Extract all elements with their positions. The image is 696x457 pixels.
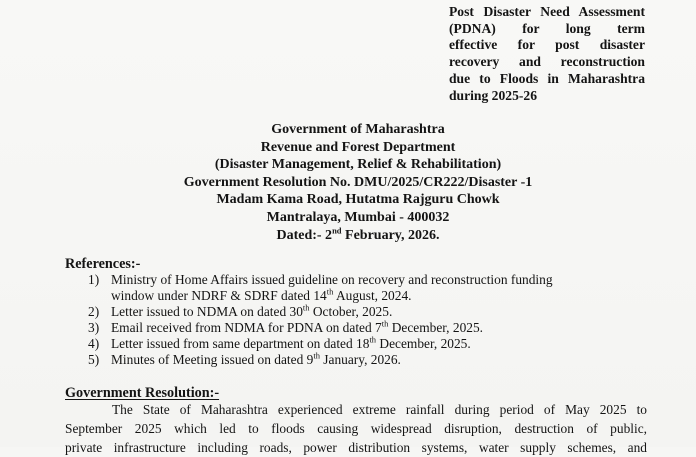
reference-text-prefix: Minutes of Meeting issued on dated 9 [111, 352, 314, 367]
reference-text [111, 352, 401, 367]
reference-superscript: th [302, 302, 310, 313]
subject-line: (PDNA) for long term [449, 20, 645, 36]
date-prefix: Dated:- 2 [276, 227, 333, 243]
reference-number: 3) [88, 320, 100, 335]
reference-item [84, 272, 644, 304]
address-line-1: Madam Kama Road, Hutatma Rajguru Chowk [216, 192, 500, 208]
subject-block [449, 4, 645, 104]
resolution-number: Government Resolution No. DMU/2025/CR222/Disaster -1 [183, 174, 533, 190]
reference-text-suffix: December, 2025. [376, 336, 471, 351]
resolution-body [65, 400, 647, 455]
references-list [84, 272, 644, 368]
division-name: (Disaster Management, Relief & Rehabilitation) [214, 157, 502, 173]
date-superscript: nd [332, 224, 342, 235]
reference-superscript: th [369, 334, 377, 345]
reference-text-prefix: window under NDRF & SDRF dated 14 [111, 288, 327, 303]
reference-text-suffix: January, 2026. [319, 352, 401, 367]
reference-text-prefix: Letter issued to NDMA on dated 30 [111, 304, 303, 319]
subject-line: recovery and reconstruction [449, 54, 645, 70]
reference-number: 4) [88, 336, 100, 351]
reference-number: 5) [88, 352, 100, 367]
address-line-2: Mantralaya, Mumbai - 400032 [266, 209, 450, 225]
letterhead [120, 121, 596, 244]
reference-text-prefix: Letter issued from same department on dated 18 [111, 336, 370, 351]
resolution-date [120, 224, 596, 245]
subject-line: effective for post disaster [449, 37, 645, 53]
reference-text-suffix: August, 2024. [333, 288, 412, 303]
reference-text-prefix: Email received from NDMA for PDNA on dated 7 [111, 320, 382, 335]
reference-number: 2) [88, 304, 100, 319]
subject-line: Post Disaster Need Assessment [449, 4, 645, 19]
reference-superscript: th [381, 318, 389, 329]
reference-text [111, 320, 483, 335]
reference-item [84, 304, 644, 320]
subject-line: due to Floods in Maharashtra [449, 70, 645, 86]
government-name: Government of Maharashtra [271, 122, 445, 137]
reference-item [84, 336, 644, 352]
references-title: References:- [65, 256, 141, 272]
subject-line: during 2025-26 [449, 87, 537, 103]
reference-superscript: th [313, 350, 320, 361]
reference-text [111, 304, 392, 319]
reference-text: Ministry of Home Affairs issued guideline on recovery and reconstruction funding [111, 272, 553, 287]
reference-number: 1) [88, 272, 100, 287]
reference-item [84, 320, 644, 336]
resolution-line: The State of Maharashtra experienced extreme rainfall during period of May 2025 to [112, 402, 647, 417]
reference-text [111, 336, 471, 351]
date-suffix: February, 2026. [341, 227, 440, 243]
reference-superscript: th [326, 286, 334, 297]
reference-text-continued [111, 288, 644, 304]
reference-text-suffix: December, 2025. [388, 320, 484, 335]
reference-item [84, 352, 644, 368]
resolution-line: September 2025 which led to floods causing widespread disruption, destruction of public, [65, 421, 647, 436]
resolution-line: private infrastructure including roads, power distribution systems, water supply schemes, and [65, 440, 647, 455]
reference-text-suffix: October, 2025. [309, 304, 393, 319]
department-name: Revenue and Forest Department [260, 139, 456, 155]
resolution-title: Government Resolution:- [65, 385, 220, 401]
